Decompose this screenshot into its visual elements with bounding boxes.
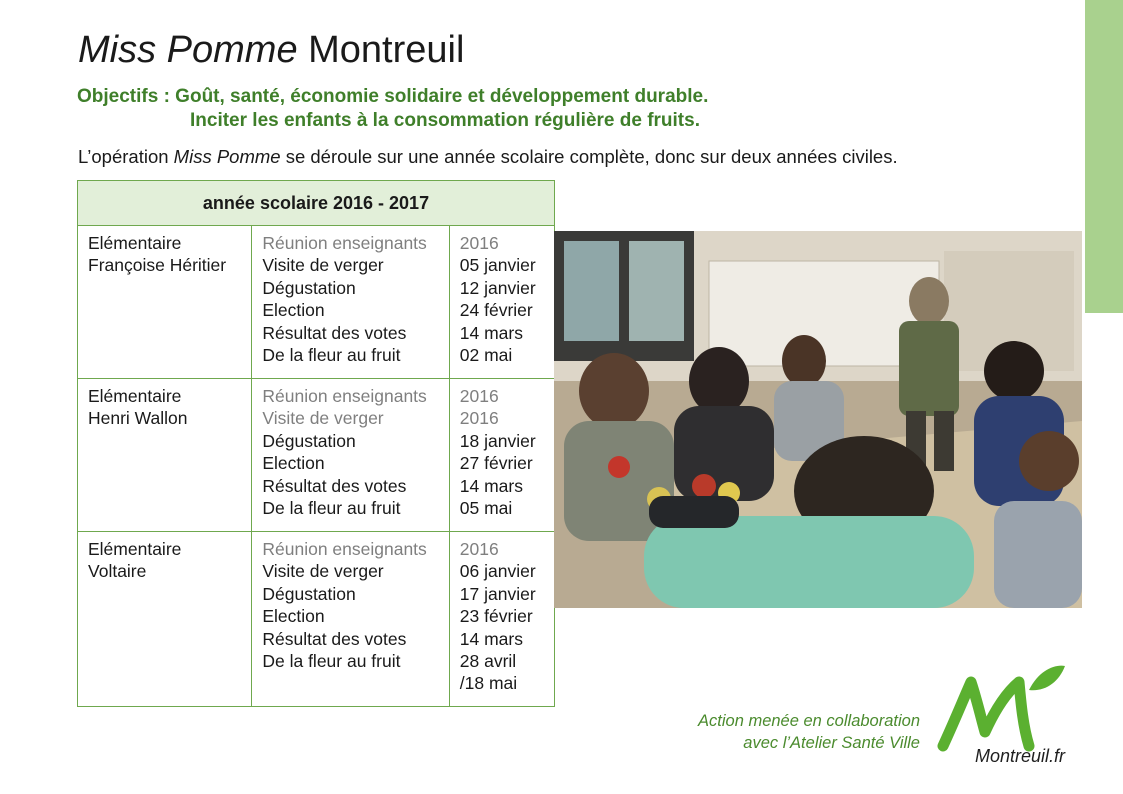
activity-item: Réunion enseignants	[262, 539, 427, 559]
dates-cell	[449, 226, 554, 379]
logo-text: Montreuil.fr	[975, 746, 1066, 766]
activities-cell	[252, 226, 449, 379]
intro-italic: Miss Pomme	[173, 146, 281, 167]
activity-item: Résultat des votes	[262, 322, 407, 343]
dates-cell	[449, 379, 554, 532]
decorative-side-bar	[1085, 0, 1123, 313]
school-line: Elémentaire	[88, 233, 182, 253]
objectives-line-2: Inciter les enfants à la consommation régulière de fruits.	[190, 110, 700, 131]
title-italic: Miss Pomme	[78, 29, 298, 71]
date-item: 14 mars	[459, 475, 523, 496]
date-item: 2016	[459, 539, 499, 559]
table-row	[78, 226, 555, 379]
school-line: Elémentaire	[88, 386, 182, 406]
intro-after: se déroule sur une année scolaire complète, donc sur deux années civiles.	[280, 146, 898, 167]
activity-item: De la fleur au fruit	[262, 345, 401, 366]
date-item: 27 février	[459, 453, 533, 474]
activity-item: Election	[262, 300, 325, 321]
activity-item: De la fleur au fruit	[262, 498, 401, 519]
date-item: 06 janvier	[459, 561, 536, 582]
dates-cell	[449, 532, 554, 707]
date-item: 17 janvier	[459, 583, 536, 604]
activity-item: Visite de verger	[262, 561, 384, 582]
activity-item: De la fleur au fruit	[262, 651, 401, 672]
date-item: 05 mai	[459, 498, 513, 519]
school-line: Henri Wallon	[88, 408, 188, 429]
activity-item: Résultat des votes	[262, 475, 407, 496]
page-title	[78, 26, 464, 74]
school-line: Françoise Héritier	[88, 255, 227, 276]
credit-line-2: avec l’Atelier Santé Ville	[743, 734, 920, 752]
activity-item: Visite de verger	[262, 408, 384, 429]
school-cell	[78, 379, 252, 532]
date-item: 2016	[459, 233, 499, 253]
date-item: /18 mai	[459, 673, 518, 694]
activity-item: Election	[262, 606, 325, 627]
school-line: Voltaire	[88, 561, 147, 582]
activity-item: Visite de verger	[262, 255, 384, 276]
classroom-photo-illustration	[554, 231, 1082, 608]
table-row	[78, 532, 555, 707]
table-header: année scolaire 2016 - 2017	[78, 181, 555, 226]
date-item: 2016	[459, 386, 499, 406]
activity-item: Réunion enseignants	[262, 233, 427, 253]
date-item: 24 février	[459, 300, 533, 321]
date-item: 18 janvier	[459, 430, 536, 451]
activity-item: Dégustation	[262, 430, 356, 451]
school-cell	[78, 226, 252, 379]
activities-cell	[252, 379, 449, 532]
date-item: 02 mai	[459, 345, 513, 366]
activity-item: Dégustation	[262, 277, 356, 298]
date-item: 05 janvier	[459, 255, 536, 276]
credit-line-1: Action menée en collaboration	[698, 712, 920, 730]
title-rest: Montreuil	[297, 29, 465, 71]
schedule-table	[77, 180, 555, 707]
intro-before: L’opération	[78, 146, 174, 167]
classroom-photo	[554, 231, 1082, 608]
date-item: 14 mars	[459, 628, 523, 649]
activity-item: Résultat des votes	[262, 628, 407, 649]
objectives-line-1: Objectifs : Goût, santé, économie solidaire et développement durable.	[77, 86, 709, 107]
table-row	[78, 379, 555, 532]
date-item: 12 janvier	[459, 277, 536, 298]
intro-text	[78, 145, 898, 169]
collaboration-credit	[600, 710, 920, 754]
date-item: 23 février	[459, 606, 533, 627]
activity-item: Dégustation	[262, 583, 356, 604]
activity-item: Réunion enseignants	[262, 386, 427, 406]
activity-item: Election	[262, 453, 325, 474]
school-line: Elémentaire	[88, 539, 182, 559]
school-cell	[78, 532, 252, 707]
date-item: 14 mars	[459, 322, 523, 343]
date-item: 28 avril	[459, 651, 517, 672]
date-item: 2016	[459, 408, 499, 429]
activities-cell	[252, 532, 449, 707]
